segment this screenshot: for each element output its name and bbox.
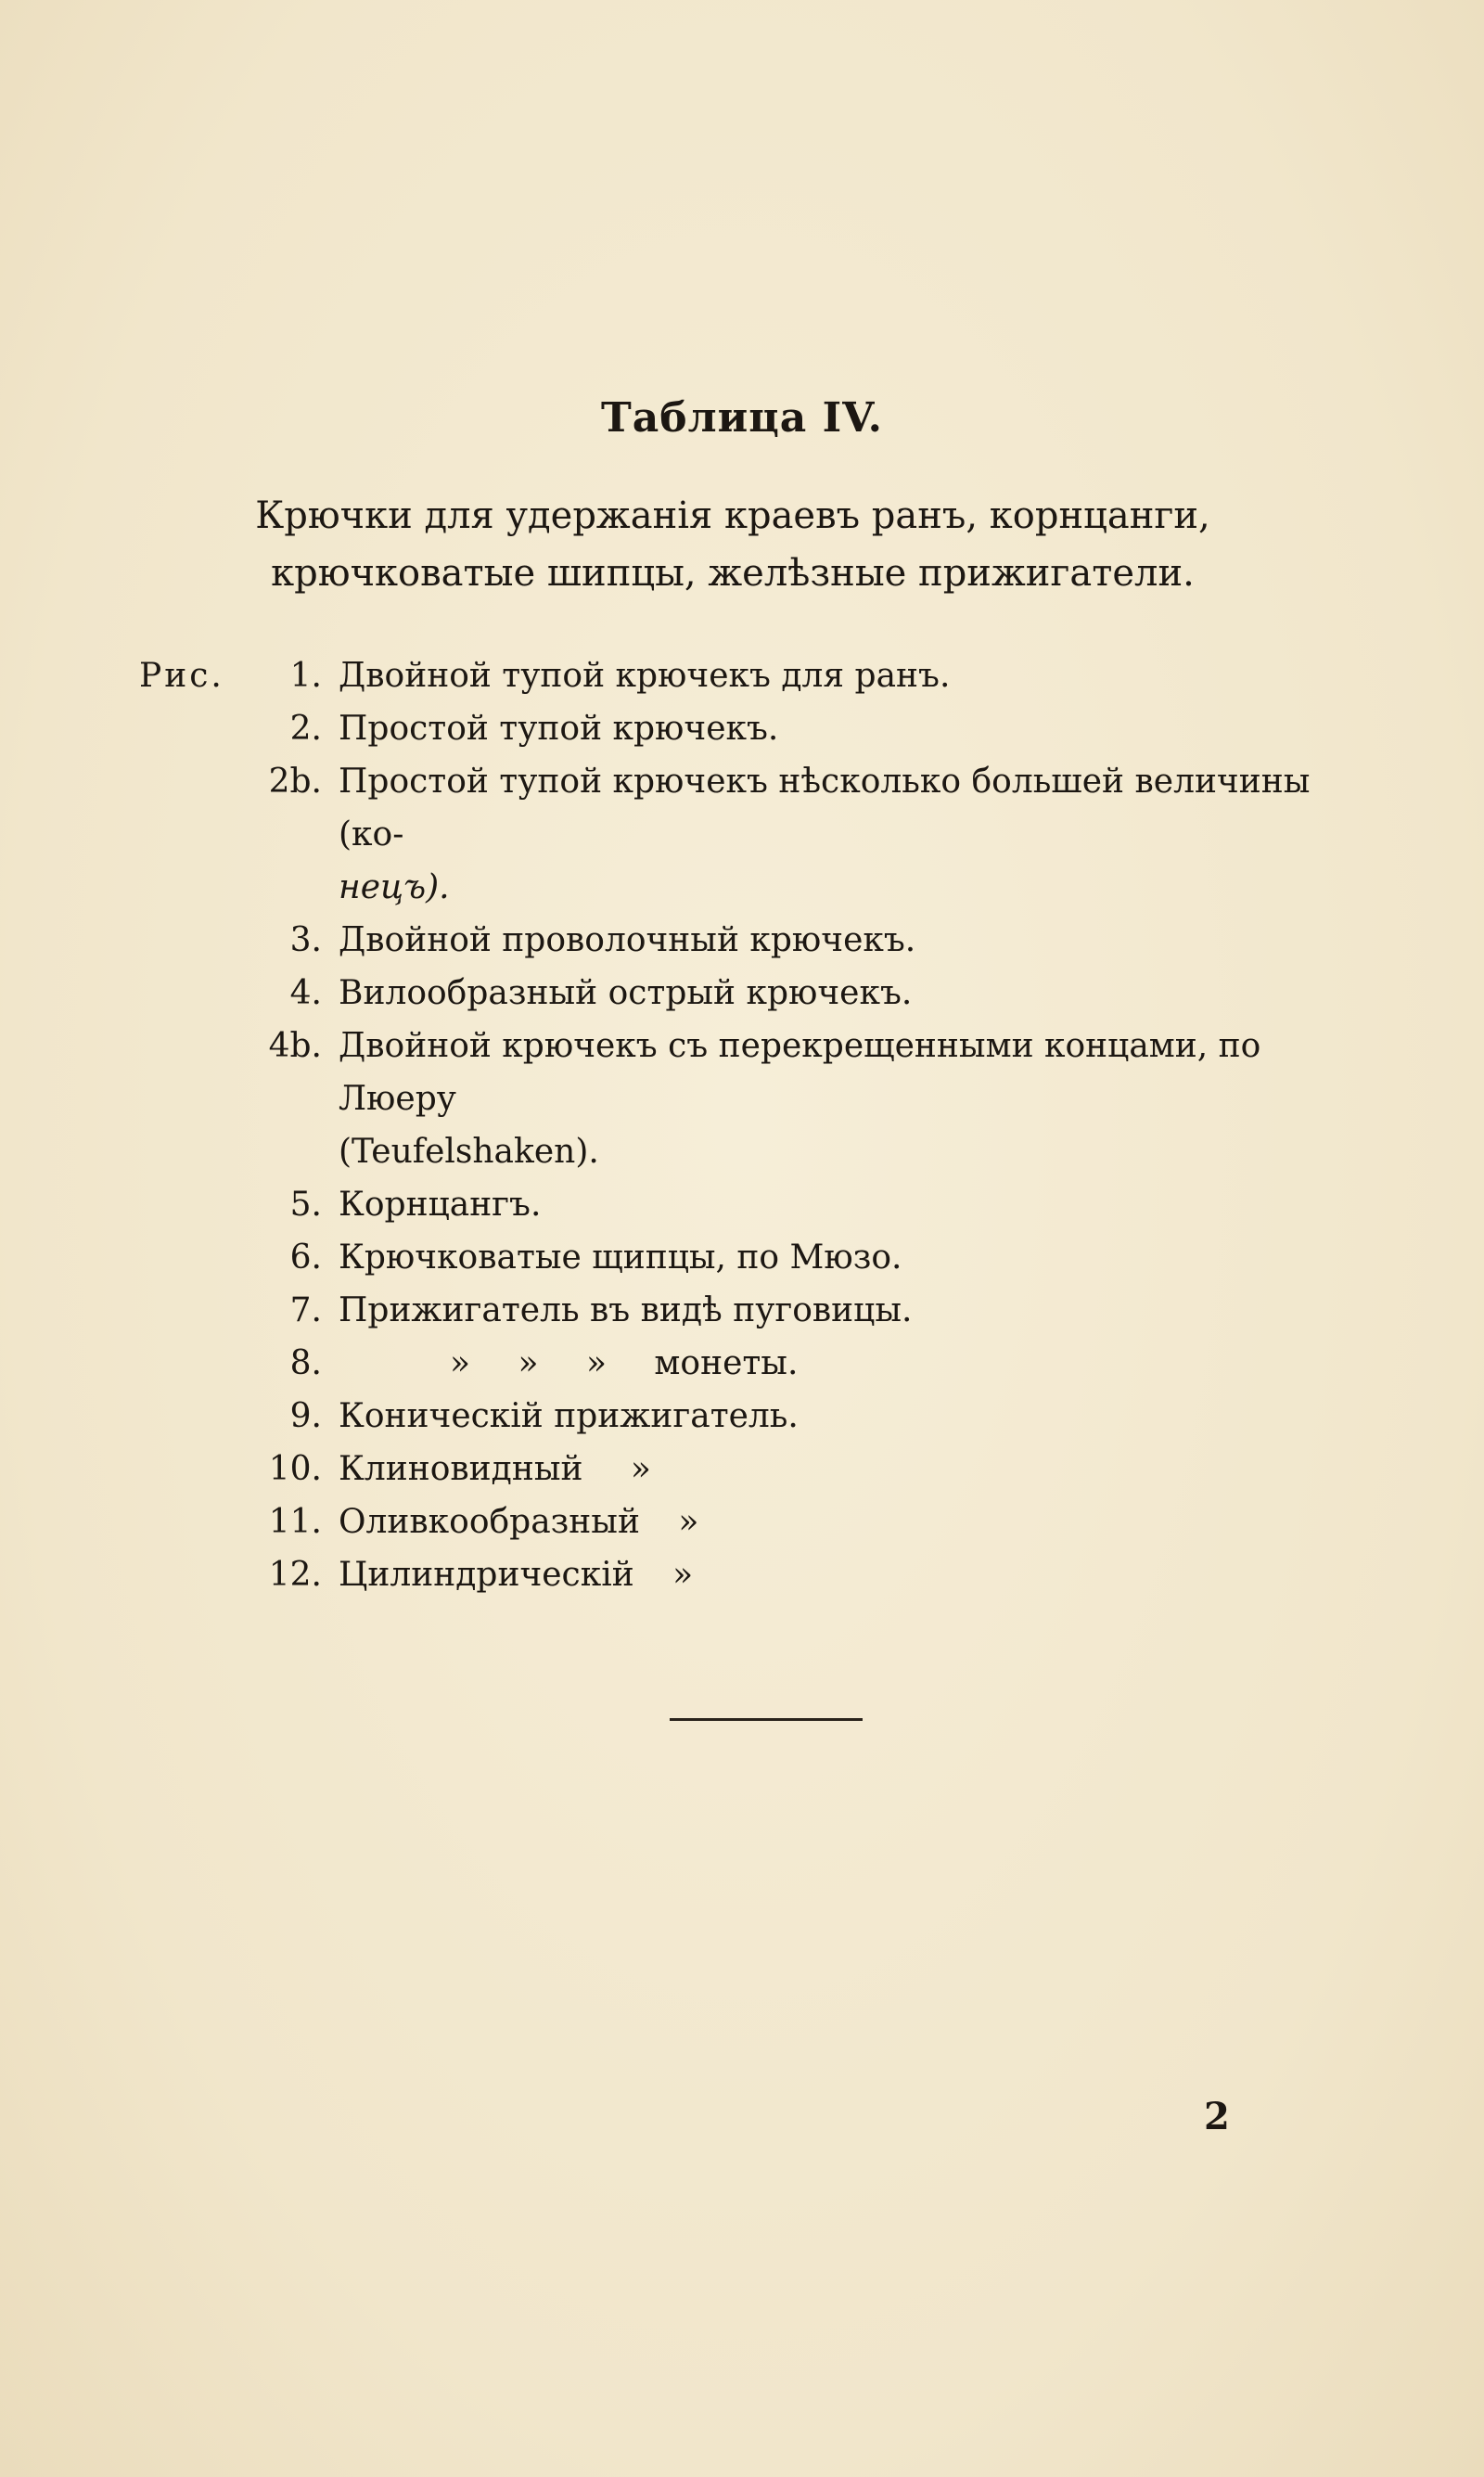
figure-caption: Коническій прижигатель. [339, 1397, 799, 1435]
figure-number: 4. [289, 974, 322, 1012]
table-description: Крючки для удержанія краевъ ранъ, корнцанги, крючковатые шипцы, желѣзные прижигатели. [255, 494, 1210, 595]
list-item [139, 1548, 1326, 1601]
figure-caption-continuation: (Teufelshaken). [339, 1133, 599, 1171]
figure-number: 7. [289, 1291, 322, 1329]
figure-number: 6. [289, 1238, 322, 1277]
figure-number: 11. [268, 1503, 322, 1541]
figure-caption-continuation: нецъ). [339, 868, 450, 906]
list-item [139, 1337, 1326, 1390]
list-item [139, 649, 1326, 702]
figure-caption: Клиновидный » [339, 1450, 651, 1488]
figure-caption-block [339, 1020, 1326, 1178]
figure-number: 12. [268, 1556, 322, 1594]
page-number: 2 [1204, 2095, 1230, 2138]
figure-caption: » » » монеты. [450, 1344, 799, 1382]
list-item [139, 1020, 1326, 1178]
figure-number: 2. [289, 710, 322, 748]
figure-number: 3. [289, 921, 322, 959]
list-item [139, 755, 1326, 914]
page-title: Таблица IV. [601, 394, 883, 442]
section-divider [670, 1718, 863, 1721]
figure-caption-block [339, 755, 1326, 914]
figure-caption: Корнцангъ. [339, 1186, 542, 1224]
figure-number: 1. [289, 657, 322, 695]
figure-caption: Оливкообразный » [339, 1503, 699, 1541]
figure-caption: Простой тупой крючекъ. [339, 710, 779, 748]
figure-list [139, 649, 1326, 1601]
list-item [139, 1284, 1326, 1337]
figure-caption: Цилиндрическій » [339, 1556, 694, 1594]
list-item [139, 914, 1326, 967]
figure-caption: Простой тупой крючекъ нѣсколько большей величины (ко- [339, 763, 1311, 853]
figure-number: 2b. [268, 763, 322, 801]
figure-number: 9. [289, 1397, 322, 1435]
figure-caption: Вилообразный острый крючекъ. [339, 974, 913, 1012]
figure-caption: Двойной тупой крючекъ для ранъ. [339, 657, 951, 695]
figure-caption: Прижигатель въ видѣ пуговицы. [339, 1291, 913, 1329]
list-item [139, 1390, 1326, 1443]
figure-number: 8. [289, 1344, 322, 1382]
list-item [139, 1495, 1326, 1548]
list-lead: Рис. [139, 657, 224, 695]
list-item [139, 1443, 1326, 1495]
list-item [139, 967, 1326, 1020]
figure-caption: Крючковатые щипцы, по Мюзо. [339, 1238, 902, 1277]
figure-number: 5. [289, 1186, 322, 1224]
figure-caption: Двойной крючекъ съ перекрещенными концами, по Люеру [339, 1027, 1261, 1118]
figure-number: 10. [268, 1450, 322, 1488]
list-item [139, 1231, 1326, 1284]
figure-caption: Двойной проволочный крючекъ. [339, 921, 916, 959]
figure-number: 4b. [268, 1027, 322, 1065]
list-item [139, 702, 1326, 755]
list-item [139, 1178, 1326, 1231]
